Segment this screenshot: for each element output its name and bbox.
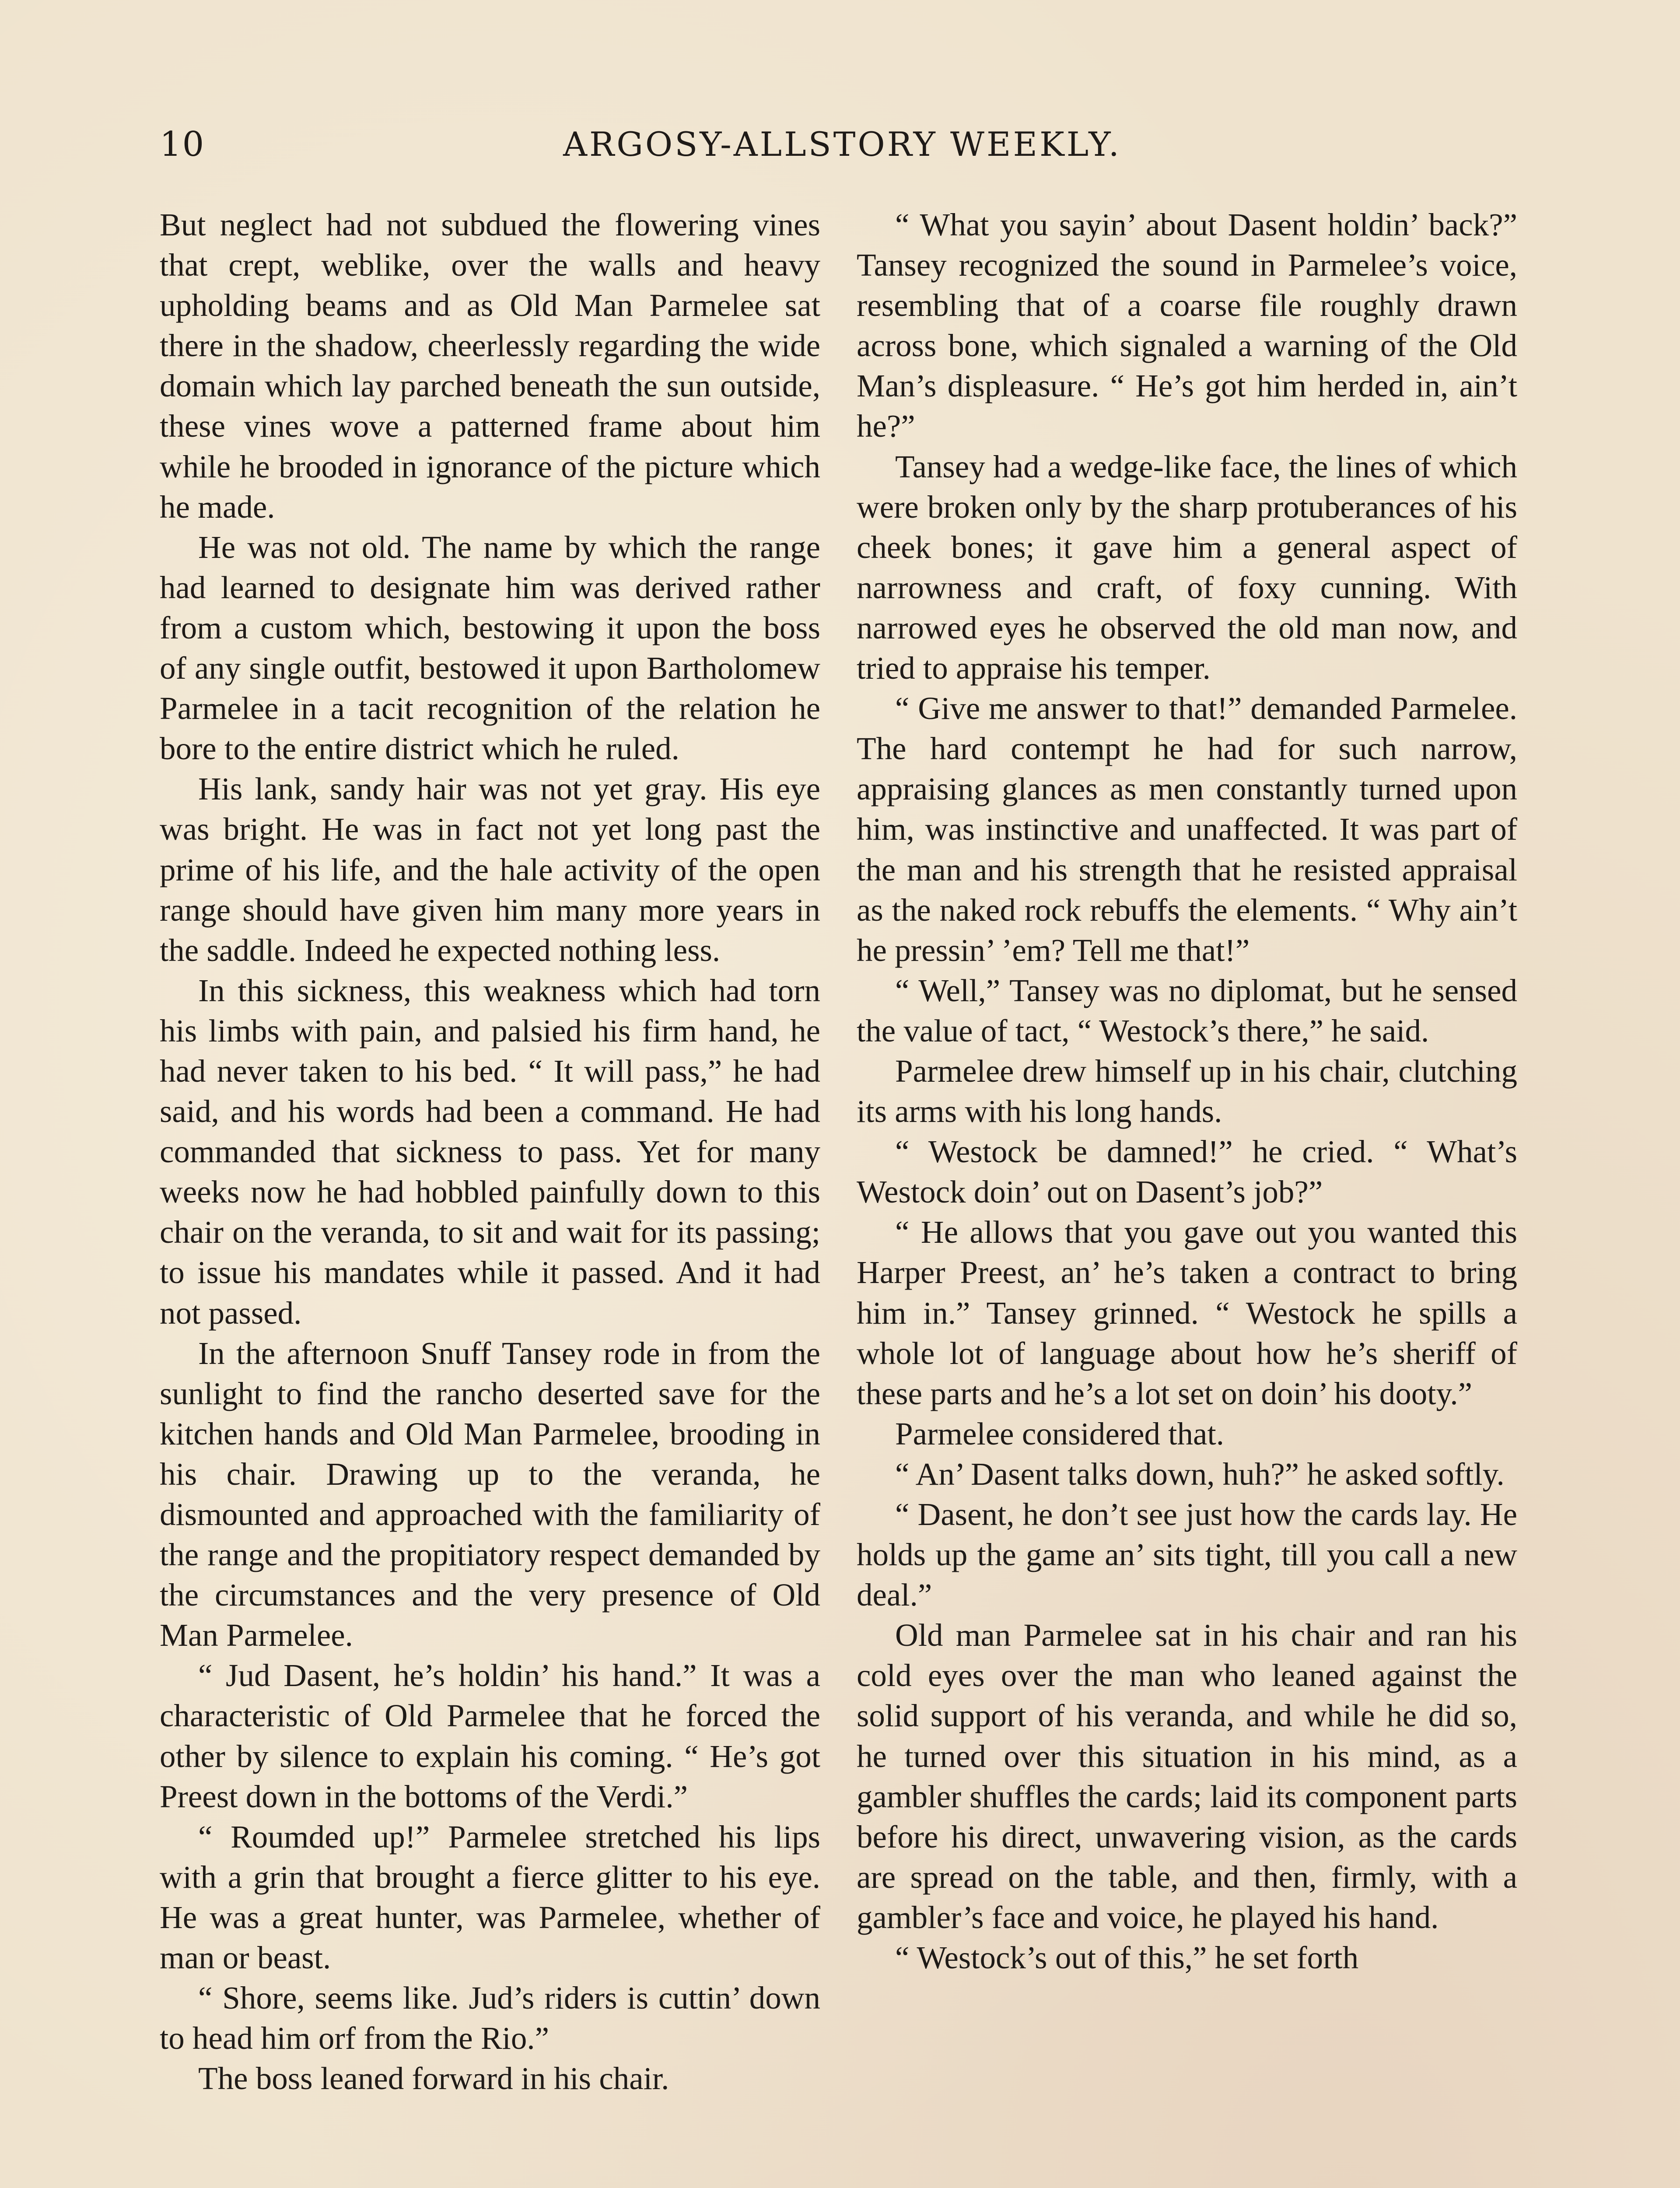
paragraph: Parmelee considered that. [895, 1416, 1224, 1452]
paragraph: “ He allows that you gave out you wanted this Harper Preest, an’ he’s taken a contract to bring him in.” Tansey grinned. “ Westock he spills a whole lot of language about how he’s sheriff of these parts and he’s a lot set on doin’ his dooty.” [857, 1214, 1517, 1411]
page-header [160, 125, 1525, 173]
paragraph: “ Westock be damned!” he cried. “ What’s Westock doin’ out on Dasent’s job?” [857, 1134, 1517, 1210]
paragraph: The boss leaned forward in his chair. [198, 2061, 669, 2097]
paragraph: “ Dasent, he don’t see just how the cards lay. He holds up the game an’ sits tight, till you call a new deal.” [857, 1497, 1517, 1613]
paragraph: Parmelee drew himself up in his chair, clutching its arms with his long hands. [857, 1053, 1517, 1129]
paragraph: But neglect had not subdued the flowering vines that crept, weblike, over the walls and heavy upholding beams and as Old Man Parmelee sat there in the shadow, cheerlessly regarding the wide domain which lay parched beneath the sun outside, these vines wove a patterned frame about him while he brooded in ignorance of the picture which he made. [160, 207, 820, 525]
page-number: 10 [160, 125, 205, 164]
paragraph: “ Shore, seems like. Jud’s riders is cuttin’ down to head him orf from the Rio.” [160, 1980, 820, 2056]
paragraph: “ Roumded up!” Parmelee stretched his lips with a grin that brought a fierce glitter to his eye. He was a great hunter, was Parmelee, whether of man or beast. [160, 1819, 820, 1976]
paragraph: In this sickness, this weakness which had torn his limbs with pain, and palsied his firm hand, he had never taken to his bed. “ It will pass,” he had said, and his words had been a command. He had commanded that sickness to pass. Yet for many weeks now he had hobbled painfully down to this chair on the veranda, to sit and wait for its passing; to issue his mandates while it passed. And it had not passed. [160, 972, 820, 1331]
paragraph: “ Jud Dasent, he’s holdin’ his hand.” It was a characteristic of Old Parmelee that he forced the other by silence to explain his coming. “ He’s got Preest down in the bottoms of the Verdi.” [160, 1658, 820, 1814]
paragraph: “ Give me answer to that!” demanded Parmelee. The hard contempt he had for such narrow, appraising glances as men constantly turned upon him, was instinctive and unaffected. It was part of the man and his strength that he resisted appraisal as the naked rock rebuffs the elements. “ Why ain’t he pressin’ ’em? Tell me that!” [857, 691, 1517, 968]
paragraph: He was not old. The name by which the range had learned to designate him was derived rather from a custom which, bestowing it upon the boss of any single outfit, bestowed it upon Bartholomew Parmelee in a tacit recognition of the relation he bore to the entire district which he ruled. [160, 529, 820, 767]
paragraph: Tansey had a wedge-like face, the lines of which were broken only by the sharp protuberances of his cheek bones; it gave him a general aspect of narrowness and craft, of foxy cunning. With narrowed eyes he observed the old man now, and tried to appraise his temper. [857, 449, 1517, 686]
paragraph: Old man Parmelee sat in his chair and ran his cold eyes over the man who leaned against the solid support of his veranda, and while he did so, he turned over this situation in his mind, as a gambler shuffles the cards; laid its component parts before his direct, unwavering vision, as the cards are spread on the table, and then, firmly, with a gambler’s face and voice, he played his hand. [857, 1617, 1517, 1935]
paragraph: His lank, sandy hair was not yet gray. His eye was bright. He was in fact not yet long past the prime of his life, and the hale activity of the open range should have given him many more years in the saddle. Indeed he expected nothing less. [160, 771, 820, 968]
paragraph: In the afternoon Snuff Tansey rode in from the sunlight to find the rancho deserted save for the kitchen hands and Old Man Parmelee, brooding in his chair. Drawing up to the veranda, he dismounted and approached with the familiarity of the range and the propitiatory respect demanded by the circumstances and the very presence of Old Man Parmelee. [160, 1335, 820, 1653]
paragraph: “ An’ Dasent talks down, huh?” he asked softly. [895, 1456, 1505, 1492]
paragraph: “ What you sayin’ about Dasent holdin’ back?” Tansey recognized the sound in Parmelee’s voice, resembling that of a coarse file roughly drawn across bone, which signaled a warning of the Old Man’s displeasure. “ He’s got him herded in, ain’t he?” [857, 207, 1517, 444]
left-column [160, 205, 820, 2099]
magazine-title: ARGOSY-ALLSTORY WEEKLY. [563, 125, 1121, 164]
paragraph: “ Well,” Tansey was no diplomat, but he sensed the value of tact, “ Westock’s there,” he said. [857, 972, 1517, 1048]
right-column [857, 205, 1517, 1978]
paragraph: “ Westock’s out of this,” he set forth [895, 1940, 1359, 1976]
